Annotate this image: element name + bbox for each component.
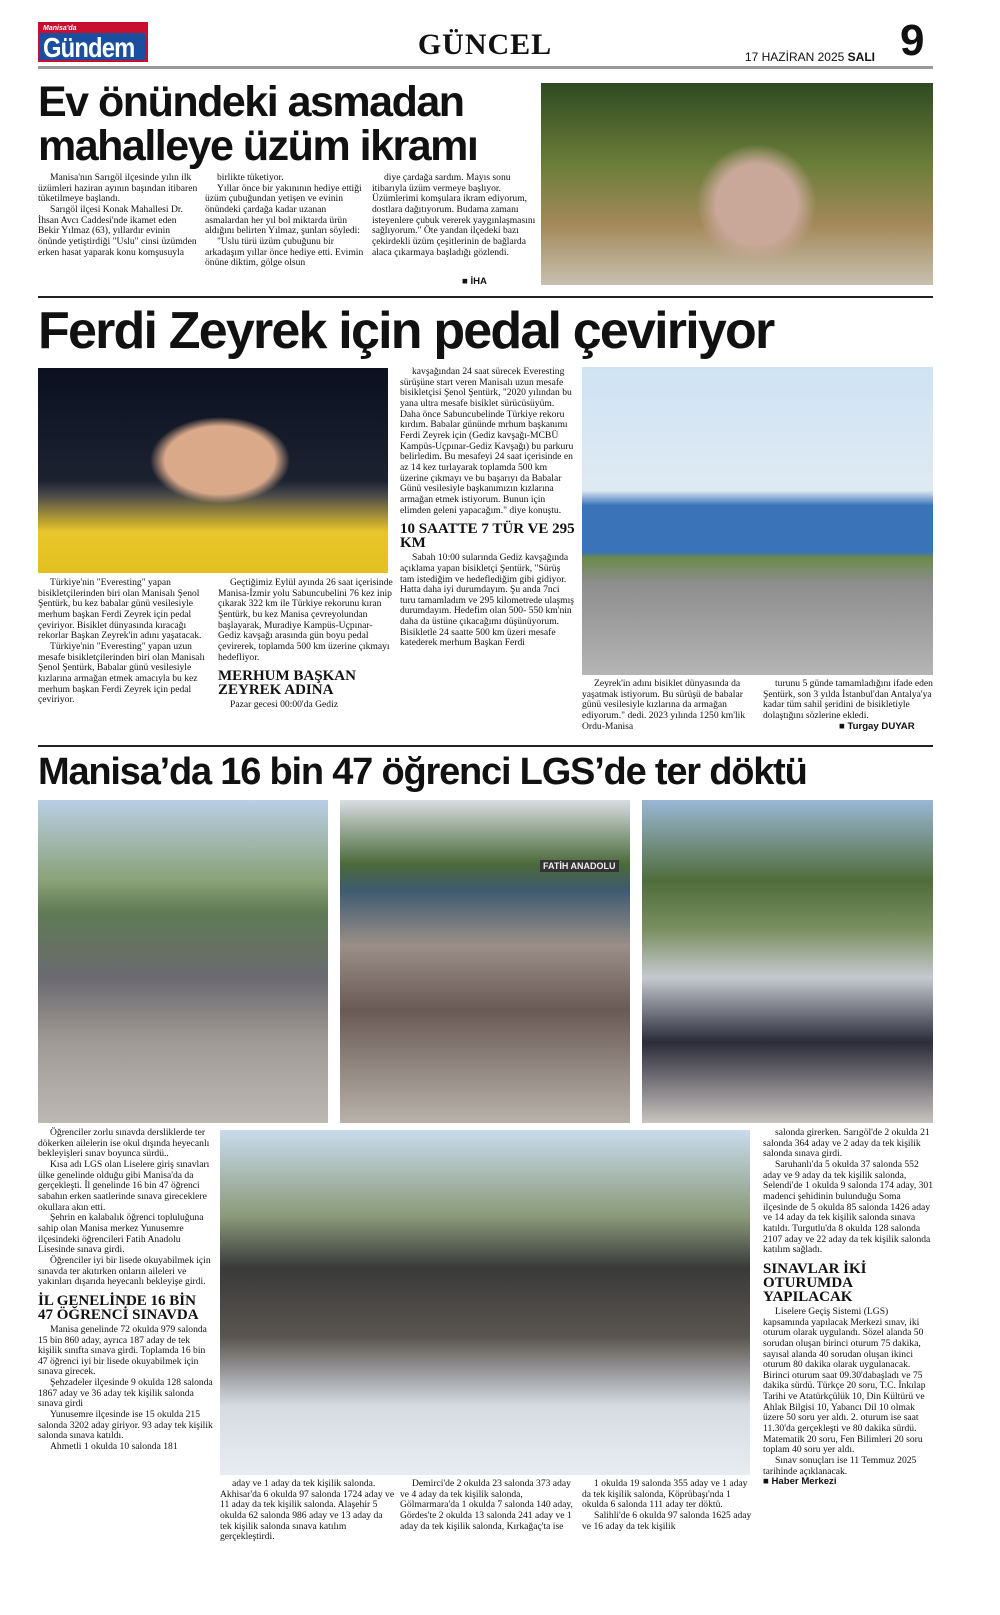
school-sign-text: FATİH ANADOLU [540, 860, 619, 872]
paragraph: Sabah 10:00 sularında Gediz kavşağında açıklama yapan bisikletçi Şentürk, "Sürüş tam istediğim ve hedeflediğim gibi gidiyor. Hatta daha iyi durumdayım. Şu anda 7nci turu tamamladım ve 295 kilometrede ulaşmış durumdayım. Hedefim olan 500- 550 km'nin daha da üstüne çıkacağımı düşünüyorum. Bisikletle 24 saatte 500 km üzeri mesafe katederek merhum Başkan Ferdi [400, 552, 574, 649]
paragraph: Türkiye'nin "Everesting" yapan bisikletçilerinden biri olan Manisalı Şenol Şentürk, bu kez babalar günü vesilesiyle merhum başkan Ferdi Zeyrek için pedal çeviriyor. Bisiklet dünyasında kıracağı rekorlar Başkan Zeyrek'in adını yaşatacak. [38, 577, 202, 642]
paragraph: Öğrenciler iyi bir lisede okuyabilmek için sınavda ter akıtırken onların aileleri ve yakınları dışarıda heyecanlı bekleyişe girdi. [38, 1254, 211, 1288]
subheading: MERHUM BAŞKAN ZEYREK ADINA [218, 668, 356, 699]
article2-column-5 [763, 678, 935, 732]
article1-column-3 [372, 172, 538, 287]
paragraph: Pazar gecesi 00:00'da Gediz [230, 699, 339, 711]
paragraphs [38, 1128, 214, 1288]
article1-column-1 [38, 173, 200, 258]
paragraph: Salihli'de 6 okulda 97 salonda 1625 aday ve 16 aday da tek kişilik [582, 1509, 752, 1532]
article-divider [38, 745, 933, 747]
paragraph: Liselere Geçiş Sistemi (LGS) kapsamında yapılacak Merkezi sınav, iki oturum olarak uygulandı. Sözel alanda 50 sorudan oluşan birinci oturum 75 dakika, sayısal alanda 40 sorudan oluşan ikinci oturum 80 dakika olarak uygulanacak. Birinci oturum saat 09.30'dabaşladı ve 75 dakika sürdü. Türkçe 20 soru, T.C. İnkılap Tarihi ve Atatürkçülük 10, Din Kültürü ve Ahlak Bilgisi 10, Yabancı Dil 10 olmak üzere 50 soru yer aldı. 2. oturum ise saat 11.30'da gerçekleşti ve 80 dakika sürdü. Matematik 20 soru, Fen Bilimleri 20 soru toplam 40 soru yer aldı. [763, 1305, 926, 1456]
article2-signature: ■ Turgay DUYAR [839, 721, 915, 732]
grape-vine-photo [541, 83, 933, 285]
article2-column-2 [218, 578, 393, 711]
subheading: 10 SAATTE 7 TÜR VE 295 KM [400, 521, 575, 552]
day-text: SALI [847, 50, 875, 64]
paragraph: aday ve 1 aday da tek kişilik salonda. Akhisar'da 6 okulda 97 salonda 1724 aday ve 11 aday da tek kişilik salonda. Alaşehir 5 okulda 62 salonda 986 aday ve 13 aday da tek kişilik salonda sınava katılım gerçekleştirdi. [220, 1478, 395, 1543]
paragraph: Yıllar önce bir yakınının hediye ettiği üzüm çubuğundan yetişen ve evinin önündeki çardağa kadar uzanan asmalardan her yıl bol miktarda ürün aldığını belirten Yılmaz, şunları söyledi: [205, 182, 362, 237]
article3-column-2 [220, 1479, 395, 1543]
cyclist-on-road-photo [582, 367, 933, 675]
issue-date [735, 50, 875, 64]
article-divider [38, 296, 933, 298]
paragraphs [400, 367, 576, 516]
paragraphs [400, 553, 576, 649]
article2-headline: Ferdi Zeyrek için pedal çeviriyor [38, 302, 774, 360]
paragraph: "Uslu türü üzüm çubuğunu bir arkadaşım yıllar önce hediye etti. Evimin önüne diktim, gölge olsun [205, 235, 364, 269]
paragraph: Demirci'de 2 okulda 23 salonda 373 aday ve 4 aday da tek kişilik salonda, Gölmarmara'da 1 okulda 7 salonda 140 aday, Gördes'te 2 okulda 13 salonda 241 aday ve 1 aday da tek kişilik salonda, Kırkağaç'ta ise [400, 1478, 573, 1532]
header-rule [38, 66, 933, 69]
paragraph: Zeyrek'in adını bisiklet dünyasında da yaşatmak istiyorum. Bu sürüşü de babalar günü vesilesiyle kızlarına da armağan ediyorum." dedi. 2023 yılında 1250 km'lik Ordu-Manisa [582, 678, 746, 732]
headline-line: Ev önündeki asmadan [38, 78, 464, 126]
article3-signature: ■ Haber Merkezi [763, 1476, 837, 1488]
paragraph: Sınav sonuçları ise 11 Temmuz 2025 tarihinde açıklanacak. [763, 1455, 917, 1477]
date-text: 17 HAZİRAN 2025 [744, 50, 845, 64]
article2-column-4 [582, 679, 754, 732]
subheading: İL GENELİNDE 16 BİN 47 ÖĞRENCİ SINAVDA [38, 1292, 199, 1323]
paragraph: Manisa genelinde 72 okulda 979 salonda 15 bin 860 aday, ayrıca 187 aday de tek kişilik sınıfta sınava girdi. Toplamda 16 bin 47 öğrenci iyi bir lisede okuyabilmek için sınava girecek. [38, 1323, 207, 1378]
students-with-papers-photo [642, 800, 933, 1123]
school-gate-crowd-photo [220, 1130, 750, 1475]
logo-main-text: Gündem [43, 32, 135, 63]
paragraphs [38, 1325, 214, 1453]
paragraph: turunu 5 günde tamamladığını ifade eden Şentürk, son 3 yılda İstanbul'dan Antalya'ya kadar tüm sahil şeridini de bisikletiyle dolaştığını sözlerine ekledi. [763, 678, 933, 721]
subheading: SINAVLAR İKİ OTURUMDA YAPILACAK [763, 1260, 867, 1305]
paragraph: Ahmetli 1 okulda 10 salonda 181 [50, 1441, 178, 1453]
paragraphs [763, 679, 935, 722]
paragraph: Saruhanlı'da 5 okulda 37 salonda 552 aday ve 9 aday da tek kişilik salonda, Selendi'de 1 okulda 9 salonda 174 aday, 301 madenci şehidinin bulunduğu Soma ilçesinde de 5 okulda 85 salonda 1426 aday ve 14 aday da tek kişilik salonda sınava katıldı. Turgutlu'da 8 okulda 128 salonda 2107 aday ve 22 aday da tek kişilik salonda katılım sağladı. [763, 1158, 934, 1256]
article1-column-2 [205, 173, 367, 269]
article3-column-1 [38, 1128, 214, 1453]
paragraph: Öğrenciler zorlu sınavda dersliklerde ter dökerken ailelerin ise okul dışında heyecanlı bekleyişleri sınav boyunca sürdü.. [38, 1127, 210, 1160]
article1-headline [38, 80, 477, 168]
article2-column-1 [38, 578, 213, 706]
newspaper-logo [38, 22, 148, 62]
paragraphs [763, 1307, 935, 1478]
paragraph: Şehrin en kalabalık öğrenci topluluğuna sahip olan Manisa merkez Yunusemre ilçesindeki öğrencileri Fatih Anadolu Lisesinde sınava girdi. [38, 1212, 204, 1256]
article1-signature: ■ İHA [462, 276, 487, 287]
paragraph: Şehzadeler ilçesinde 9 okulda 128 salonda 1867 aday ve 36 aday tek kişilik salonda sınava girdi [38, 1377, 213, 1410]
paragraph: Türkiye'nin "Everesting" yapan uzun mesafe bisikletçilerinden biri olan Manisalı Şenol Şentürk, Babalar günü vesilesiyle kızlarına armağan etmek amacıyla bu kez merhum başkan Ferdi Zeyrek için pedal çeviriyor. [38, 640, 205, 706]
page-number: 9 [900, 16, 925, 65]
paragraph: Sarıgöl ilçesi Konak Mahallesi Dr. İhsan Avcı Caddesi'nde ikamet eden Bekir Yılmaz (63), yıllardır evinin önünde yetiştirdiği "Uslu" cinsi üzümden erken hasat yaparak konu komşusuyla [38, 203, 197, 258]
paragraph: salonda girerken. Sarıgöl'de 2 okulda 21 salonda 364 aday ve 2 aday da tek kişilik salonda sınava girdi. [763, 1127, 930, 1160]
crowd-outside-school-photo [38, 800, 328, 1123]
paragraphs [218, 700, 393, 711]
paragraph: Kısa adı LGS olan Liselere giriş sınavları ülke genelinde olduğu gibi Manisa'da da gerçekleşti. İl genelinde 16 bin 47 öğrenci sabahın erken saatlerinde sınava gireceklere okullara akın etti. [38, 1158, 210, 1213]
paragraph: diye çardağa sardım. Mayıs sonu itibarıyla üzüm vermeye başlıyor. Üzümlerimi komşulara ikram ediyorum, dostlara dağıtıyorum. Budama zamanı isteyenlere çubuk vererek yaygınlaşmasını sağlıyorum." Öte yandan ilçedeki bazı çekirdekli üzüm çeşitlerinin de bağlarda alaca çıkarmaya başladığı gözlendi. [372, 172, 536, 258]
paragraphs [763, 1128, 935, 1256]
article3-headline: Manisa’da 16 bin 47 öğrenci LGS’de ter döktü [38, 751, 807, 793]
paragraph: Manisa'nın Sarıgöl ilçesinde yılın ilk üzümleri haziran ayının başından itibaren tüketilmeye başlandı. [38, 172, 198, 205]
article3-column-3 [400, 1479, 575, 1532]
paragraph: Geçtiğimiz Eylül ayında 26 saat içerisinde Manisa-İzmir yolu Sabuncubelini 76 kez inip çıkarak 322 km ile Türkiye rekorunu kıran Şentürk, bu kez Manisa çevreyolundan başlayarak, Muradiye Kampüs-Uçpınar-Gediz kavşağı arasında gün boyu pedal çevirerek, toplamda 500 km üzerine çıkmayı hedefliyor. [218, 577, 393, 663]
paragraph: kavşağından 24 saat sürecek Everesting sürüşüne start veren Manisalı uzun mesafe bisikletçisi Şenol Şentürk, "2020 yılından bu yana ultra mesafe bisiklet sürücüsüyüm. Daha önce Sabuncubelinde Türkiye rekoru kırdım. Babalar gününde mrhum başkanımı Ferdi Zeyrek için (Gediz kavşağı-MCBÜ Kampüs-Uçpınar-Gediz Kavşağı) bu parkuru belirledim. Bu mesafeyi 24 saat içerisinde en az 14 kez turlayarak toplamda 500 km üzerine çıkmayı ve bu başarıyı da Babalar Günü vesilesiyle başkanımızın kızlarına armağan etmek istiyorum. Bunun için elimden geleni yapacağım." diye konuştu. [400, 366, 574, 516]
paragraphs [372, 173, 538, 258]
article3-column-4 [582, 1479, 754, 1532]
headline-line: mahalleye üzüm ikramı [38, 122, 478, 170]
paragraph: Yunusemre ilçesinde ise 15 okulda 215 salonda 3202 aday giriyor. 93 aday tek kişilik salonda sınava katıldı. [38, 1409, 213, 1442]
article3-column-5 [763, 1128, 935, 1488]
students-queue-photo [340, 800, 630, 1123]
logo-top-text: Manisa'da [40, 24, 146, 33]
cyclist-portrait-photo [38, 368, 388, 573]
article2-column-3 [400, 367, 576, 649]
paragraph: birlikte tüketiyor. [217, 172, 284, 183]
paragraphs [218, 578, 393, 663]
paragraph: 1 okulda 19 salonda 355 aday ve 1 aday da tek kişilik salonda, Köprübaşı'nda 1 okulda 6 salonda 111 aday ter döktü. [582, 1478, 748, 1511]
section-title: GÜNCEL [417, 28, 553, 61]
